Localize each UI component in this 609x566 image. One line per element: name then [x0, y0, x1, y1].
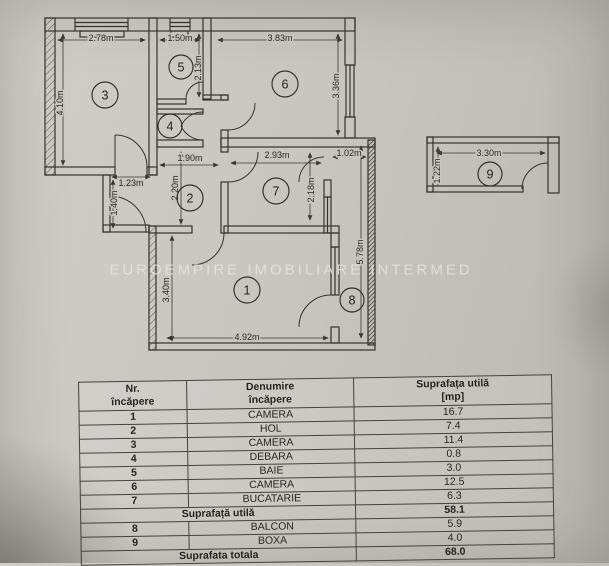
table-row: 1 CAMERA 16.7 [79, 404, 552, 425]
dim-boxa-width: 3.30m [476, 148, 502, 158]
room-badge-1 [234, 277, 260, 303]
dim-room1-width: 4.92m [234, 332, 260, 342]
subtotal-value: 58.1 [355, 502, 553, 519]
svg-text:1: 1 [243, 283, 251, 298]
table-row: 3 CAMERA 11.4 [79, 432, 552, 453]
door-arc-bath [186, 82, 203, 99]
door-arc-room6 [228, 103, 255, 130]
table-row: 8 BALCON 5.9 [81, 516, 554, 537]
svg-text:8: 8 [348, 293, 356, 308]
agency-watermark: EUROEMPIRE IMOBILIARE INTERMED [109, 261, 473, 279]
door-arc-room3 [115, 135, 147, 167]
svg-text:6: 6 [281, 77, 289, 92]
door-arc-room1-balcony [299, 295, 331, 327]
dim-room3-height: 4.10m [55, 90, 65, 116]
dim-room1-height: 3.40m [161, 277, 171, 303]
door-arc-debara-2 [181, 126, 203, 140]
dim-kitchen-height: 2.18m [306, 177, 316, 203]
dim-hall-width: 1.90m [177, 153, 203, 163]
total-value: 68.0 [356, 544, 554, 561]
dim-balcony-width: 1.02m [336, 148, 362, 158]
table-row: 9 BOXA 4.0 [81, 530, 554, 551]
dim-room6-width: 3.83m [267, 33, 293, 43]
room-badge-4 [158, 114, 182, 138]
table-row: 6 CAMERA 12.5 [80, 474, 553, 495]
door-arc-kitchen [228, 152, 258, 182]
svg-text:3: 3 [101, 88, 109, 103]
doors [110, 82, 548, 327]
room-badge-8 [340, 288, 364, 312]
svg-text:5: 5 [177, 60, 185, 75]
dim-kitchen-width: 2.93m [264, 150, 290, 160]
table-row: 4 DEBARA 0.8 [80, 446, 553, 467]
svg-text:4: 4 [166, 119, 174, 134]
door-arc-room1 [192, 233, 224, 265]
svg-text:2: 2 [186, 191, 194, 206]
table-row: 2 HOL 7.4 [79, 418, 552, 439]
door-arc-boxa [522, 163, 548, 189]
room-badge-5 [169, 55, 193, 79]
total-label: Suprafata totala [81, 547, 356, 565]
dim-room3-width: 2.78m [88, 33, 114, 43]
dim-hall-height: 2.20m [170, 175, 180, 201]
dim-entry-height: 1.40m [109, 190, 119, 216]
dim-balcony-height: 5.78m [355, 239, 365, 265]
room-badge-6 [272, 71, 298, 97]
table-row: 5 BAIE 3.0 [80, 460, 553, 481]
subtotal-label: Suprafață utilă [81, 505, 356, 523]
room-badge-7 [263, 178, 289, 204]
table-row: 7 BUCATARIE 6.3 [80, 488, 553, 509]
dim-room6-height: 3.36m [331, 73, 341, 99]
dim-entry-width: 1.23m [118, 178, 144, 188]
room-badge-3 [92, 82, 118, 108]
header-name: Denumire încăpere [187, 378, 354, 410]
header-nr: Nr. încăpere [79, 381, 187, 412]
header-area: Suprafața utilă [mp] [354, 375, 552, 407]
room-badge-9 [478, 162, 502, 186]
svg-text:9: 9 [486, 167, 494, 182]
dim-bath-height: 2.13m [193, 55, 203, 81]
dim-boxa-height: 1.22m [432, 158, 442, 184]
area-table [78, 374, 554, 565]
svg-text:7: 7 [272, 184, 280, 199]
dim-bath-width: 1.50m [167, 33, 193, 43]
